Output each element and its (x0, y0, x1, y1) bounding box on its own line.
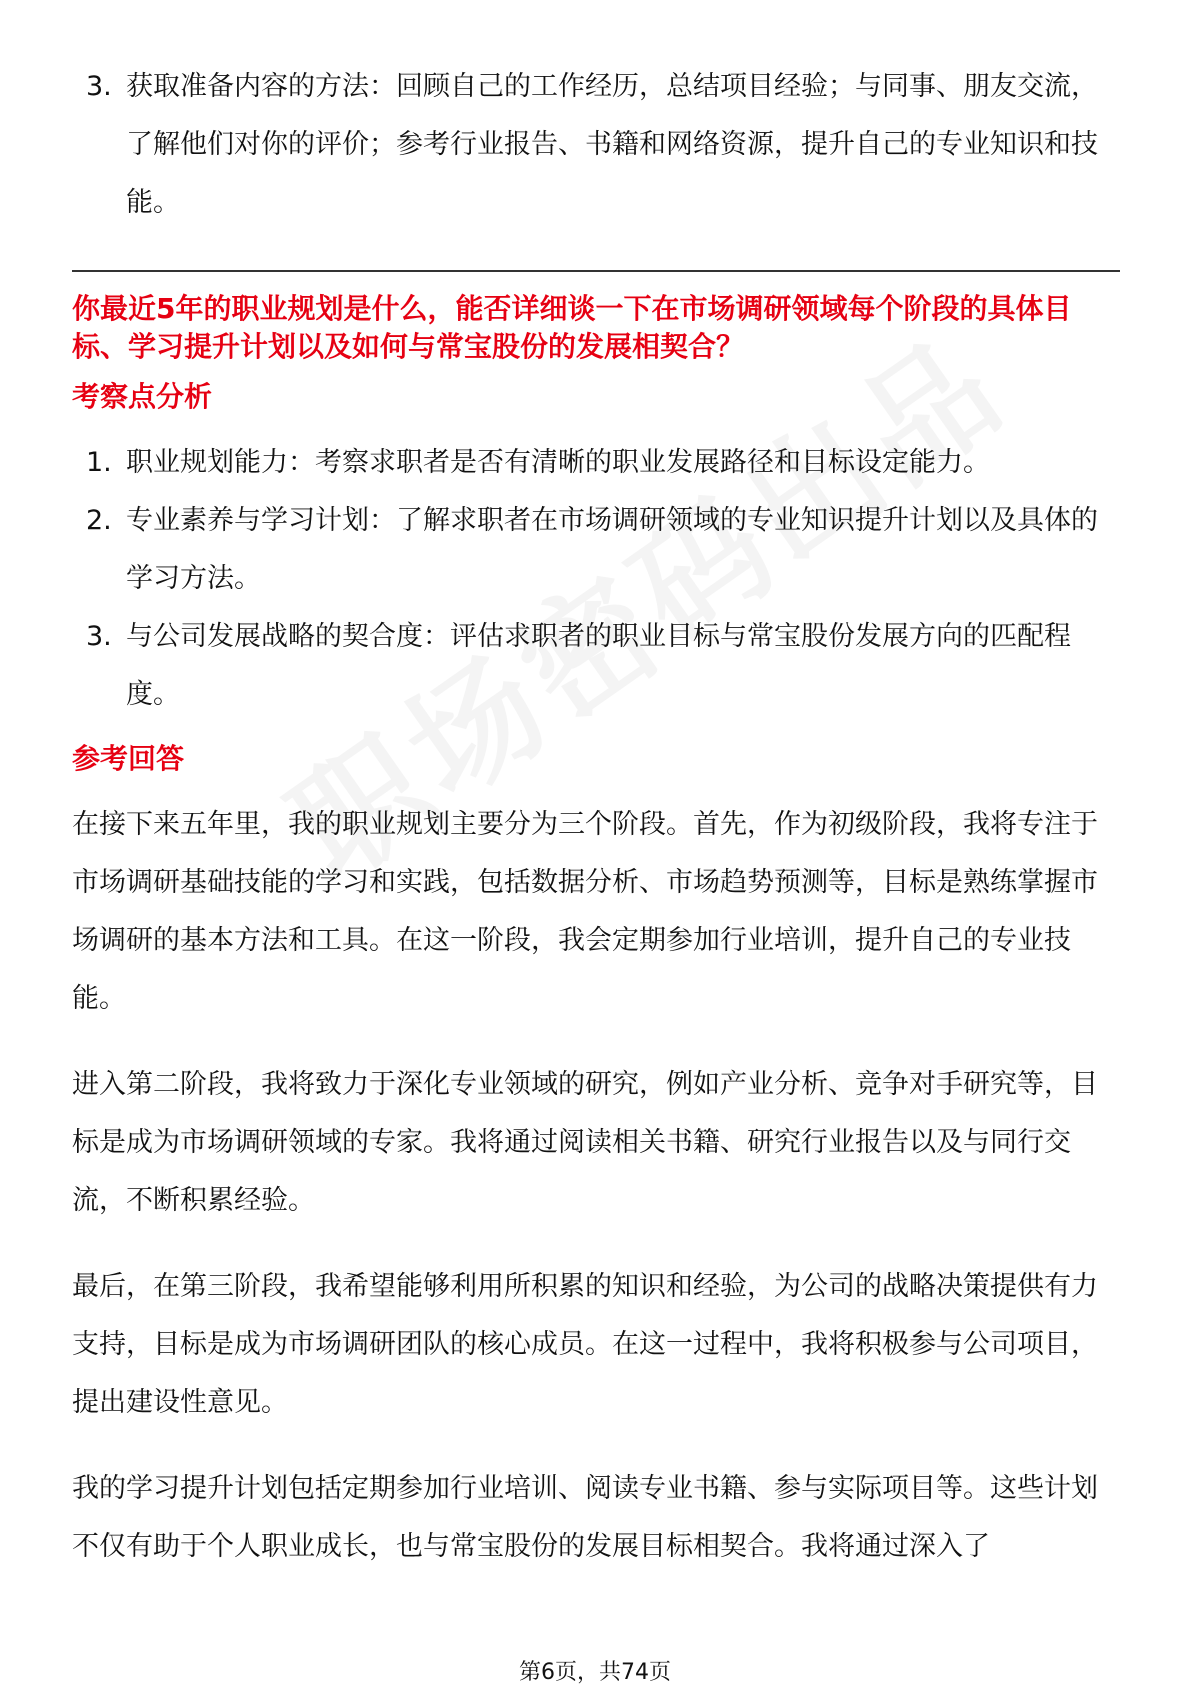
section-divider (72, 270, 1120, 272)
list-item (72, 492, 1120, 608)
answer-paragraph: 我的学习提升计划包括定期参加行业培训、阅读专业书籍、参与实际项目等。这些计划不仅有助于个人职业成长，也与常宝股份的发展目标相契合。我将通过深入了 (72, 1473, 1098, 1562)
list-number: 3. (86, 71, 112, 102)
page-content (72, 58, 1120, 1604)
answer-heading: 参考回答 (72, 742, 185, 775)
answer-paragraph: 最后，在第三阶段，我希望能够利用所积累的知识和经验，为公司的战略决策提供有力支持，目标是成为市场调研团队的核心成员。在这一过程中，我将积极参与公司项目，提出建设性意见。 (72, 1271, 1098, 1418)
list-text: 获取准备内容的方法：回顾自己的工作经历，总结项目经验；与同事、朋友交流，了解他们对你的评价；参考行业报告、书籍和网络资源，提升自己的专业知识和技能。 (126, 71, 1098, 218)
list-number: 3. (86, 621, 112, 652)
list-text: 与公司发展战略的契合度：评估求职者的职业目标与常宝股份发展方向的匹配程度。 (126, 621, 1071, 710)
analysis-heading: 考察点分析 (72, 380, 213, 413)
list-number: 1. (86, 447, 112, 478)
answer-paragraph: 在接下来五年里，我的职业规划主要分为三个阶段。首先，作为初级阶段，我将专注于市场调研基础技能的学习和实践，包括数据分析、市场趋势预测等，目标是熟练掌握市场调研的基本方法和工具。在这一阶段，我会定期参加行业培训，提升自己的专业技能。 (72, 809, 1098, 1014)
list-text: 职业规划能力：考察求职者是否有清晰的职业发展路径和目标设定能力。 (126, 447, 990, 478)
list-item (72, 434, 1120, 492)
list-text: 专业素养与学习计划：了解求职者在市场调研领域的专业知识提升计划以及具体的学习方法。 (126, 505, 1098, 594)
list-item (72, 58, 1120, 232)
previous-answer-list (72, 58, 1120, 232)
page-number-footer: 第6页，共74页 (519, 1660, 671, 1685)
analysis-list (72, 434, 1120, 724)
list-item (72, 608, 1120, 724)
list-number: 2. (86, 505, 112, 536)
interview-question: 你最近5年的职业规划是什么，能否详细谈一下在市场调研领域每个阶段的具体目标、学习提升计划以及如何与常宝股份的发展相契合？ (72, 292, 1072, 363)
answer-paragraph: 进入第二阶段，我将致力于深化专业领域的研究，例如产业分析、竞争对手研究等，目标是成为市场调研领域的专家。我将通过阅读相关书籍、研究行业报告以及与同行交流，不断积累经验。 (72, 1069, 1098, 1216)
